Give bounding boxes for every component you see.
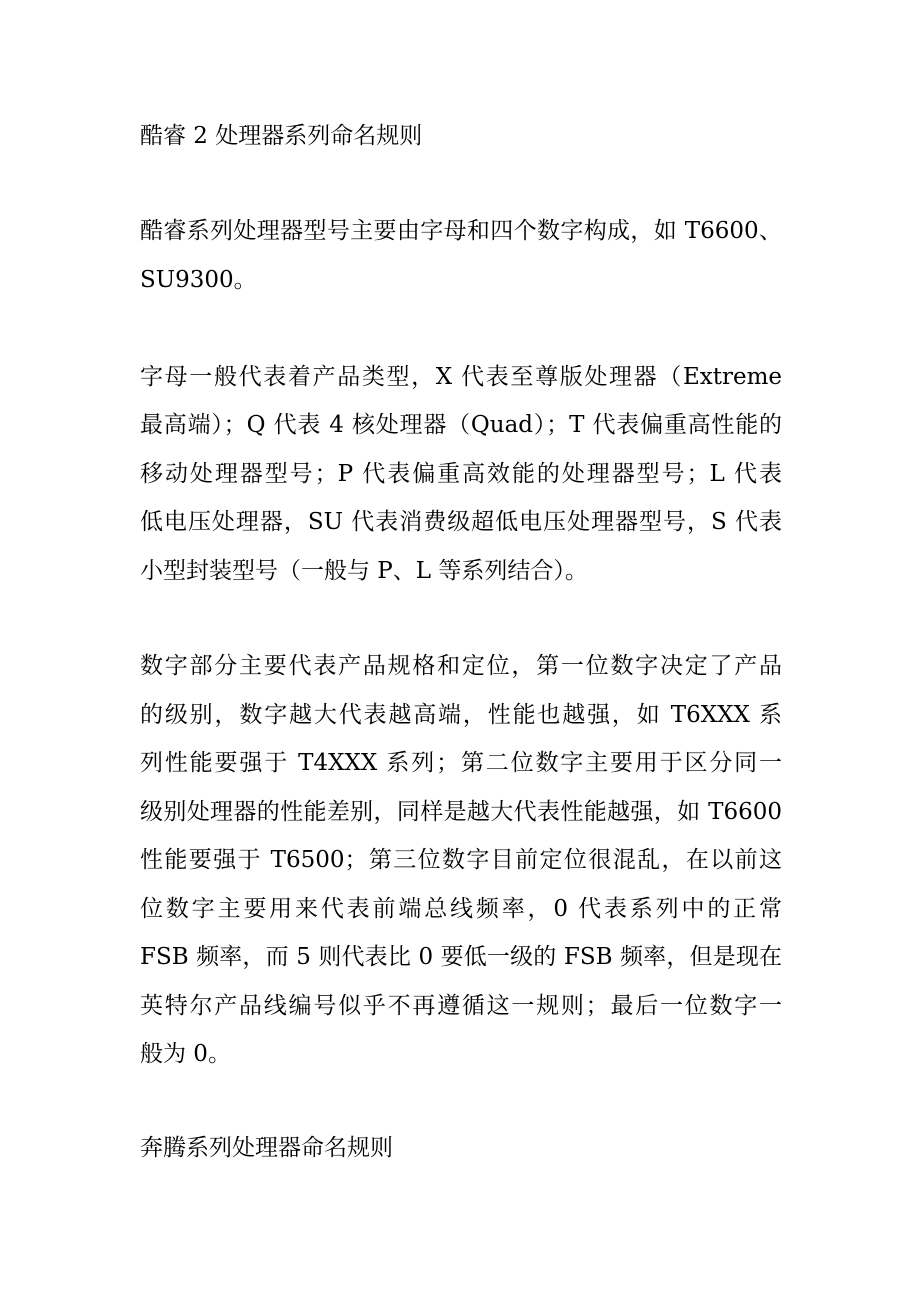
paragraph-line: 数字部分主要代表产品规格和定位，第一位数字决定了产品 bbox=[140, 653, 782, 679]
paragraph-line: SU9300。 bbox=[140, 267, 257, 293]
paragraph-line: 级别处理器的性能差别，同样是越大代表性能越强，如 T6600 bbox=[140, 799, 782, 825]
paragraph-line: FSB 频率，而 5 则代表比 0 要低一级的 FSB 频率，但是现在 bbox=[140, 944, 782, 970]
paragraph-line: 位数字主要用来代表前端总线频率，0 代表系列中的正常 bbox=[140, 896, 782, 922]
paragraph-line: 字母一般代表着产品类型，X 代表至尊版处理器（Extreme bbox=[140, 364, 782, 390]
paragraph-line: 的级别，数字越大代表越高端，性能也越强，如 T6XXX 系 bbox=[140, 702, 782, 728]
paragraph-line: 性能要强于 T6500；第三位数字目前定位很混乱，在以前这 bbox=[140, 847, 782, 873]
paragraph-line: 最高端）；Q 代表 4 核处理器（Quad）；T 代表偏重高性能的 bbox=[140, 412, 782, 438]
paragraph-line: 移动处理器型号；P 代表偏重高效能的处理器型号；L 代表 bbox=[140, 461, 782, 487]
section-heading-pentium: 奔腾系列处理器命名规则 bbox=[140, 1135, 393, 1161]
paragraph-line: 般为 0。 bbox=[140, 1041, 231, 1067]
paragraph-line: 列性能要强于 T4XXX 系列；第二位数字主要用于区分同一 bbox=[140, 750, 782, 776]
paragraph-line: 酷睿系列处理器型号主要由字母和四个数字构成，如 T6600、 bbox=[140, 218, 782, 244]
paragraph-line: 英特尔产品线编号似乎不再遵循这一规则；最后一位数字一 bbox=[140, 993, 782, 1019]
section-heading-core2: 酷睿 2 处理器系列命名规则 bbox=[140, 123, 423, 149]
paragraph-line: 小型封装型号（一般与 P、L 等系列结合）。 bbox=[140, 558, 588, 584]
paragraph-line: 低电压处理器，SU 代表消费级超低电压处理器型号，S 代表 bbox=[140, 509, 782, 535]
